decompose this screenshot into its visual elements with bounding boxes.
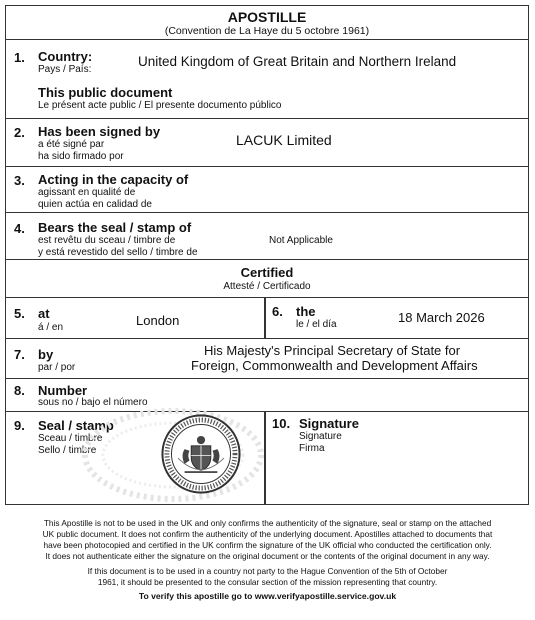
- country-row: [6, 40, 528, 84]
- seal-of-row: [6, 213, 528, 260]
- signed-value: LACUK Limited: [236, 132, 332, 148]
- signed-sub-fr: a été signé par: [38, 139, 105, 150]
- public-document-label: This public document: [38, 85, 173, 100]
- footer-disclaimer-line3: have been photocopied and certified in the UK confirm the signature of the UK official who conducted the certification only.: [43, 540, 492, 550]
- public-document-row: [6, 84, 528, 119]
- stamp-sub-fr: Sceau / timbre: [38, 433, 103, 444]
- footer-hague-note: [30, 566, 505, 588]
- footer-disclaimer-line1: This Apostille is not to be used in the UK and only confirms the authenticity of the signature, seal or stamp on the attached: [43, 518, 492, 528]
- seal-of-sub-es: y está revestido del sello / timbre de: [38, 247, 198, 258]
- public-document-sub: Le présent acte public / El presente documento público: [38, 100, 282, 111]
- the-sub: le / el día: [296, 319, 337, 330]
- stamp-number: 9.: [14, 418, 25, 433]
- the-label: the: [296, 304, 316, 319]
- seal-of-sub-fr: est revêtu du sceau / timbre de: [38, 235, 176, 246]
- capacity-number: 3.: [14, 173, 25, 188]
- signed-number: 2.: [14, 125, 25, 140]
- country-sub: Pays / País:: [38, 64, 92, 75]
- place-date-row: [6, 298, 528, 339]
- the-value: 18 March 2026: [398, 310, 485, 325]
- government-seal-icon: [160, 413, 242, 495]
- country-number: 1.: [14, 50, 25, 65]
- by-label: by: [38, 347, 54, 362]
- footer-disclaimer-line2: UK public document. It does not confirm the authenticity of the underlying document. Apostilles attached to documents that: [42, 529, 493, 539]
- number-number: 8.: [14, 383, 25, 398]
- stamp-label: Seal / stamp: [38, 418, 114, 433]
- signed-row: [6, 119, 528, 167]
- footer-hague-line2: 1961, it should be presented to the consular section of the mission representing that country.: [97, 577, 438, 587]
- capacity-sub-es: quien actúa en calidad de: [38, 199, 152, 210]
- stamp-sub-es: Sello / timbre: [38, 445, 97, 456]
- at-number: 5.: [14, 306, 25, 321]
- seal-of-number: 4.: [14, 221, 25, 236]
- footer-disclaimer: [30, 518, 505, 562]
- signature-number: 10.: [272, 416, 291, 431]
- signed-label: Has been signed by: [38, 124, 161, 139]
- signed-sub-es: ha sido firmado por: [38, 151, 124, 162]
- signature-sub-es: Firma: [299, 443, 325, 454]
- by-row: [6, 339, 528, 379]
- capacity-label: Acting in the capacity of: [38, 172, 189, 187]
- number-sub: sous no / bajo el número: [38, 397, 148, 408]
- header-row: [6, 6, 528, 40]
- certified-label: Certified: [240, 265, 294, 280]
- country-label: Country:: [38, 49, 93, 64]
- by-value-line1: His Majesty's Principal Secretary of State for: [204, 343, 461, 358]
- verify-link[interactable]: To verify this apostille go to www.verifyapostille.service.gov.uk: [138, 591, 397, 601]
- signature-sub-fr: Signature: [299, 431, 342, 442]
- by-sub: par / por: [38, 362, 76, 373]
- seal-of-value: Not Applicable: [269, 235, 333, 246]
- certified-row: [6, 260, 528, 298]
- by-value-line2: Foreign, Commonwealth and Development Affairs: [191, 358, 478, 373]
- certified-sub: Attesté / Certificado: [223, 281, 311, 292]
- apostille-title: APOSTILLE: [227, 9, 307, 25]
- at-value: London: [136, 313, 180, 328]
- country-value: United Kingdom of Great Britain and Northern Ireland: [138, 54, 457, 69]
- apostille-subtitle: (Convention de La Haye du 5 octobre 1961): [164, 25, 370, 37]
- number-label: Number: [38, 383, 88, 398]
- the-number: 6.: [272, 304, 283, 319]
- footer-disclaimer-line4: It does not authenticate either the signature on the original document or the contents of the original document in any way.: [45, 551, 490, 561]
- footer-hague-line1: If this document is to be used in a country not party to the Hague Convention of the 5th of October: [87, 566, 448, 576]
- by-number: 7.: [14, 347, 25, 362]
- capacity-sub-fr: agissant en qualité de: [38, 187, 136, 198]
- place-date-divider: [264, 298, 266, 338]
- capacity-row: [6, 167, 528, 213]
- signature-label: Signature: [299, 416, 359, 431]
- at-sub: á / en: [38, 322, 64, 333]
- seal-of-label: Bears the seal / stamp of: [38, 220, 192, 235]
- at-label: at: [38, 306, 50, 321]
